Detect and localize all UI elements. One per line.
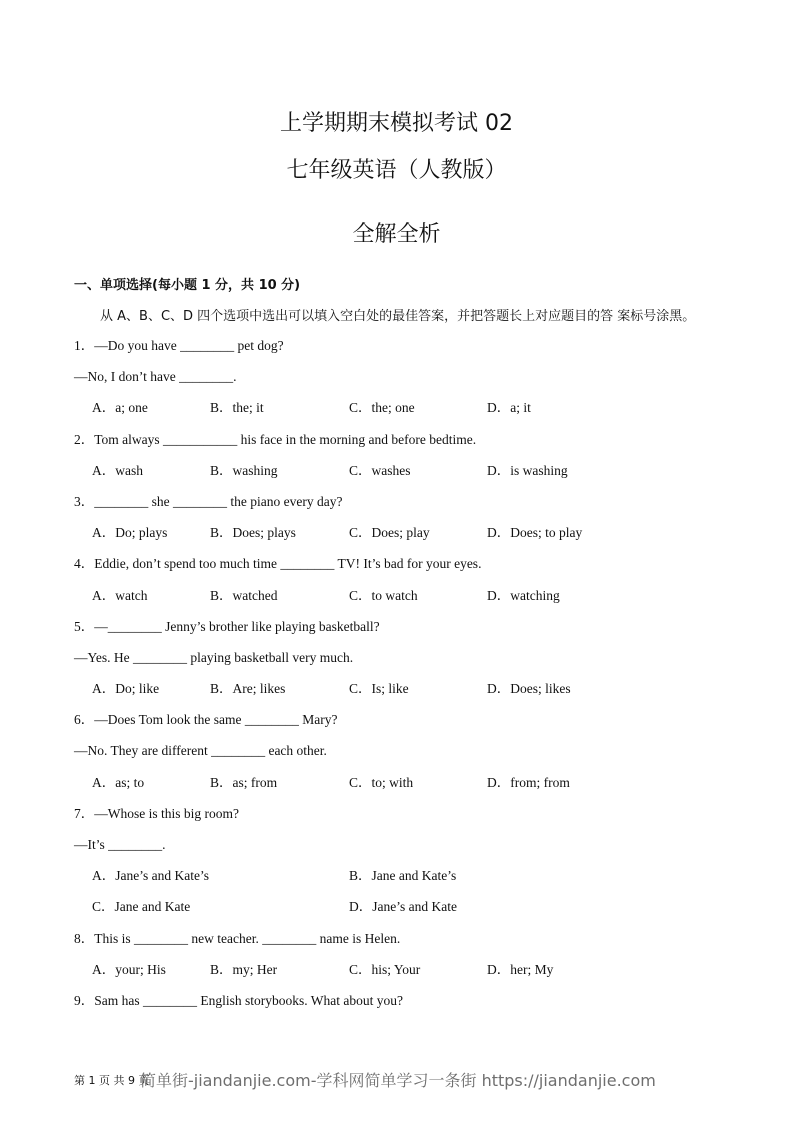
answer-option: A．a; one xyxy=(92,400,148,416)
answer-option: A．wash xyxy=(92,462,143,478)
question-text: —Yes. He ________ playing basketball very much. xyxy=(74,649,354,665)
question-text: 2．Tom always ___________ his face in the morning and before bedtime. xyxy=(74,431,477,447)
answer-option: B．the; it xyxy=(210,400,264,416)
answer-option: D．Does; likes xyxy=(487,681,571,697)
question-text: 3．________ she ________ the piano every day? xyxy=(74,493,343,509)
question-text: 6．—Does Tom look the same ________ Mary? xyxy=(74,712,338,728)
answer-option: D．her; My xyxy=(487,961,554,977)
answer-option: A．Do; like xyxy=(92,681,160,697)
answer-option: C．to watch xyxy=(349,587,418,603)
question-text: —No, I don’t have ________. xyxy=(74,369,237,385)
answer-option: C．Jane and Kate xyxy=(92,899,191,915)
question-text: —It’s ________. xyxy=(74,837,166,852)
answer-option: D．a; it xyxy=(487,400,531,416)
option-row xyxy=(74,773,754,804)
exam-subtitle: 七年级英语（人教版） xyxy=(286,158,507,183)
answer-option: D．is washing xyxy=(487,462,568,478)
answer-option: A．Do; plays xyxy=(92,525,168,541)
question-text: 1．—Do you have ________ pet dog? xyxy=(74,338,284,353)
watermark: 简单街-jiandanjie.com-学科网简单学习一条街 https://jiandanjie.com xyxy=(140,1071,656,1090)
answer-option: A．watch xyxy=(92,587,148,603)
option-row xyxy=(74,586,754,617)
answer-option: A．Jane’s and Kate’s xyxy=(92,868,209,884)
answer-option: C．to; with xyxy=(349,774,414,790)
answer-option: C．his; Your xyxy=(349,961,421,977)
exam-title: 上学期期末模拟考试 02 xyxy=(280,111,513,136)
section-instruction: 从 A、B、C、D 四个选项中选出可以填入空白处的最佳答案，并把答题长上对应题目的答 案标号涂黑。 xyxy=(100,309,696,324)
answer-option: D．watching xyxy=(487,587,560,603)
answer-option: B．as; from xyxy=(210,774,278,790)
option-row xyxy=(74,523,754,554)
answer-option: B．Does; plays xyxy=(210,525,296,541)
answer-option: A．as; to xyxy=(92,774,145,790)
option-row xyxy=(74,461,754,492)
answer-option: D．Does; to play xyxy=(487,525,583,541)
question-text: —No. They are different ________ each other. xyxy=(74,743,327,759)
option-row xyxy=(74,960,754,991)
question-list xyxy=(74,336,754,1022)
answer-option: A．your; His xyxy=(92,961,166,977)
answer-option: D．from; from xyxy=(487,774,570,790)
answer-option: C．Is; like xyxy=(349,681,409,697)
answer-option: B．Jane and Kate’s xyxy=(349,868,457,884)
page-number: 第 1 页 共 9 页 xyxy=(74,1074,150,1087)
answer-option: B．Are; likes xyxy=(210,681,286,697)
answer-option: B．washing xyxy=(210,462,278,478)
answer-option: C．the; one xyxy=(349,400,415,416)
option-row xyxy=(74,398,754,429)
answer-option: B．my; Her xyxy=(210,961,278,977)
answer-key-heading: 全解全析 xyxy=(352,222,441,247)
question-text: 4．Eddie, don’t spend too much time ________ TV! It’s bad for your eyes. xyxy=(74,556,482,572)
option-row xyxy=(74,866,754,897)
answer-option: D．Jane’s and Kate xyxy=(349,899,457,915)
answer-option: B．watched xyxy=(210,587,278,603)
answer-option: C．Does; play xyxy=(349,525,430,541)
question-text: 7．—Whose is this big room? xyxy=(74,805,239,821)
option-row xyxy=(74,897,754,928)
answer-option: C．washes xyxy=(349,462,411,478)
section-heading: 一、单项选择(每小题 1 分，共 10 分) xyxy=(74,278,301,293)
question-text: 5．—________ Jenny’s brother like playing basketball? xyxy=(74,618,380,634)
option-row xyxy=(74,679,754,710)
question-text: 9．Sam has ________ English storybooks. What about you? xyxy=(74,992,403,1008)
question-text: 8．This is ________ new teacher. ________ name is Helen. xyxy=(74,930,401,946)
